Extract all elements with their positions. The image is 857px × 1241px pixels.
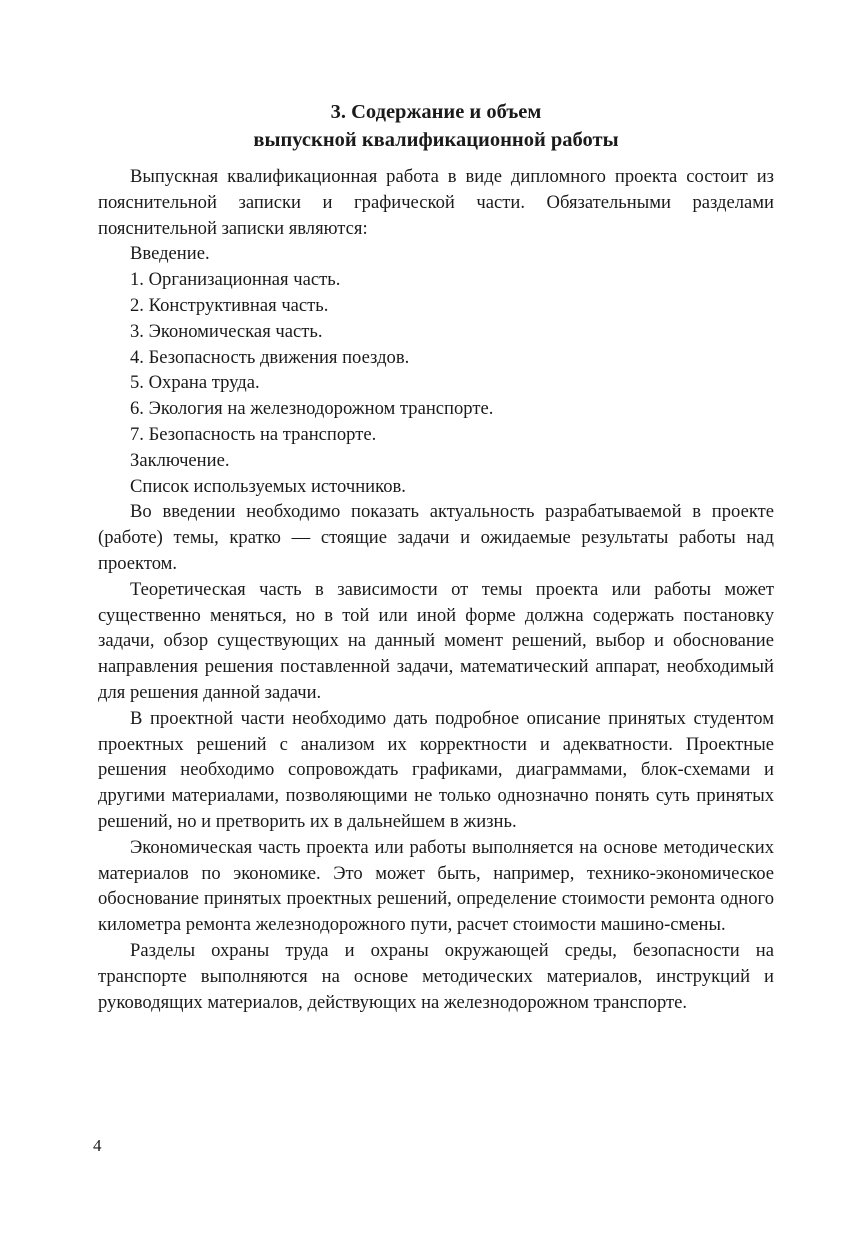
list-item: Введение. — [130, 243, 210, 265]
list-item: Список используемых источников. — [130, 475, 406, 497]
list-item: 5. Охрана труда. — [130, 372, 260, 394]
section-list — [98, 241, 774, 499]
list-item: Заключение. — [130, 449, 230, 471]
paragraph-introduction: Во введении необходимо показать актуальность разрабатываемой в проекте (работе) темы, кратко — стоящие задачи и ожидаемые результаты работы над проектом. — [98, 501, 774, 574]
list-item: 4. Безопасность движения поездов. — [130, 346, 410, 368]
list-item: 7. Безопасность на транспорте. — [130, 423, 377, 445]
paragraph-theory: Теоретическая часть в зависимости от темы проекта или работы может существенно меняться, но в той или иной форме должна содержать постановку задачи, обзор существующих на данный момент решений, выбор и обоснование направления решения поставленной задачи, математический аппарат, необходимый для решения данной задачи. — [98, 578, 774, 703]
title-line-1: 3. Содержание и объем — [330, 101, 542, 123]
page-content — [98, 98, 774, 1015]
list-item: 2. Конструктивная часть. — [130, 294, 329, 316]
list-item: 1. Организационная часть. — [130, 269, 341, 291]
paragraph-safety: Разделы охраны труда и охраны окружающей среды, безопасности на транспорте выполняются на основе методических материалов, инструкций и руководящих материалов, действующих на железнодорожном транспорте. — [98, 939, 774, 1013]
list-item: 6. Экология на железнодорожном транспорте. — [130, 398, 494, 420]
list-item: 3. Экономическая часть. — [130, 320, 323, 342]
page-number: 4 — [93, 1136, 102, 1155]
intro-paragraph: Выпускная квалификационная работа в виде дипломного проекта состоит из пояснительной записки и графической части. Обязательными разделами пояснительной записки являются: — [98, 166, 774, 239]
page-title — [98, 98, 774, 154]
paragraph-design: В проектной части необходимо дать подробное описание принятых студентом проектных решений с анализом их корректности и адекватности. Проектные решения необходимо сопровождать графиками, диаграммами, блок-схемами и другими материалами, позволяющими не только однозначно понять суть принятых решений, но и претворить их в дальнейшем в жизнь. — [98, 707, 774, 832]
title-line-2: выпускной квалификационной работы — [253, 129, 619, 151]
paragraph-economics: Экономическая часть проекта или работы выполняется на основе методических материалов по экономике. Это может быть, например, технико-экономическое обоснование принятых проектных решений, определение стоимости ремонта одного километра ремонта железнодорожного пути, расчет стоимости машино-смены. — [98, 836, 774, 936]
